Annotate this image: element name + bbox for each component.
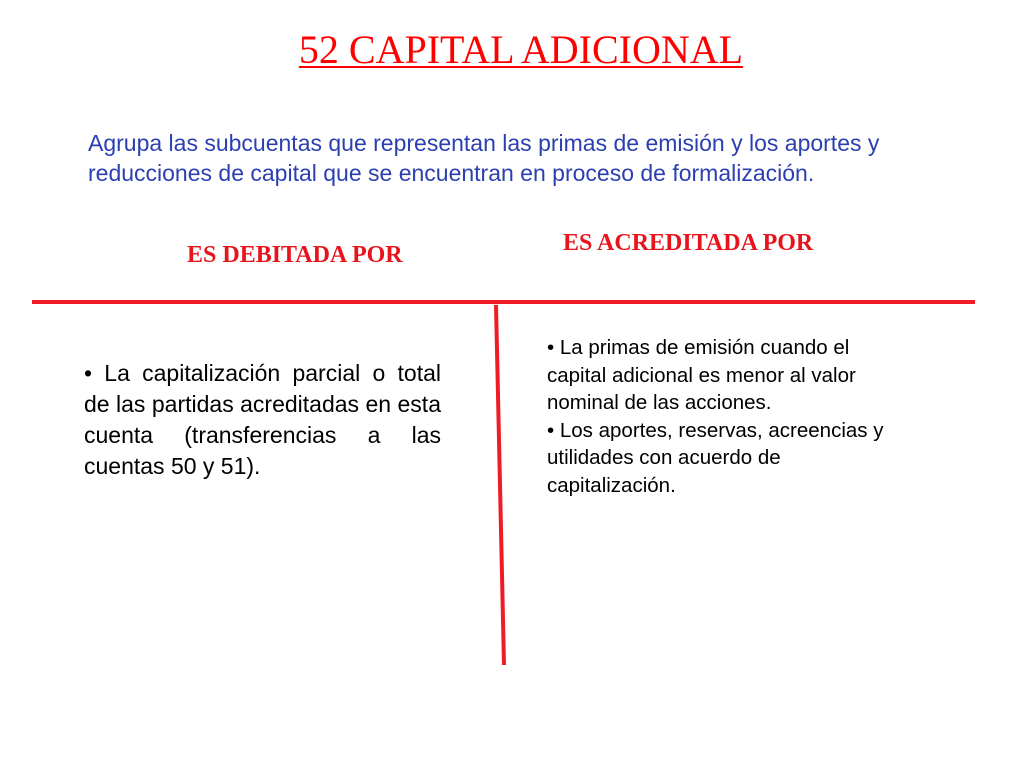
account-description: Agrupa las subcuentas que representan las primas de emisión y los aportes y reducciones de capital que se encuentran en proceso de formalización.: [88, 130, 880, 186]
debit-heading: ES DEBITADA POR: [187, 242, 403, 268]
debit-item: • La capitalización parcial o total de las partidas acreditadas en esta cuenta (transferencias a las cuentas 50 y 51).: [84, 360, 441, 479]
credit-heading: ES ACREDITADA POR: [563, 230, 814, 256]
credit-item: • Los aportes, reservas, acreencias y utilidades con acuerdo de capitalización.: [547, 418, 884, 497]
t-account-vertical-line: [496, 305, 504, 665]
credit-item: • La primas de emisión cuando el capital adicional es menor al valor nominal de las acciones.: [547, 336, 856, 414]
debit-column: [84, 358, 441, 482]
slide-title: 52 CAPITAL ADICIONAL: [298, 27, 744, 72]
credit-column: [547, 334, 897, 499]
